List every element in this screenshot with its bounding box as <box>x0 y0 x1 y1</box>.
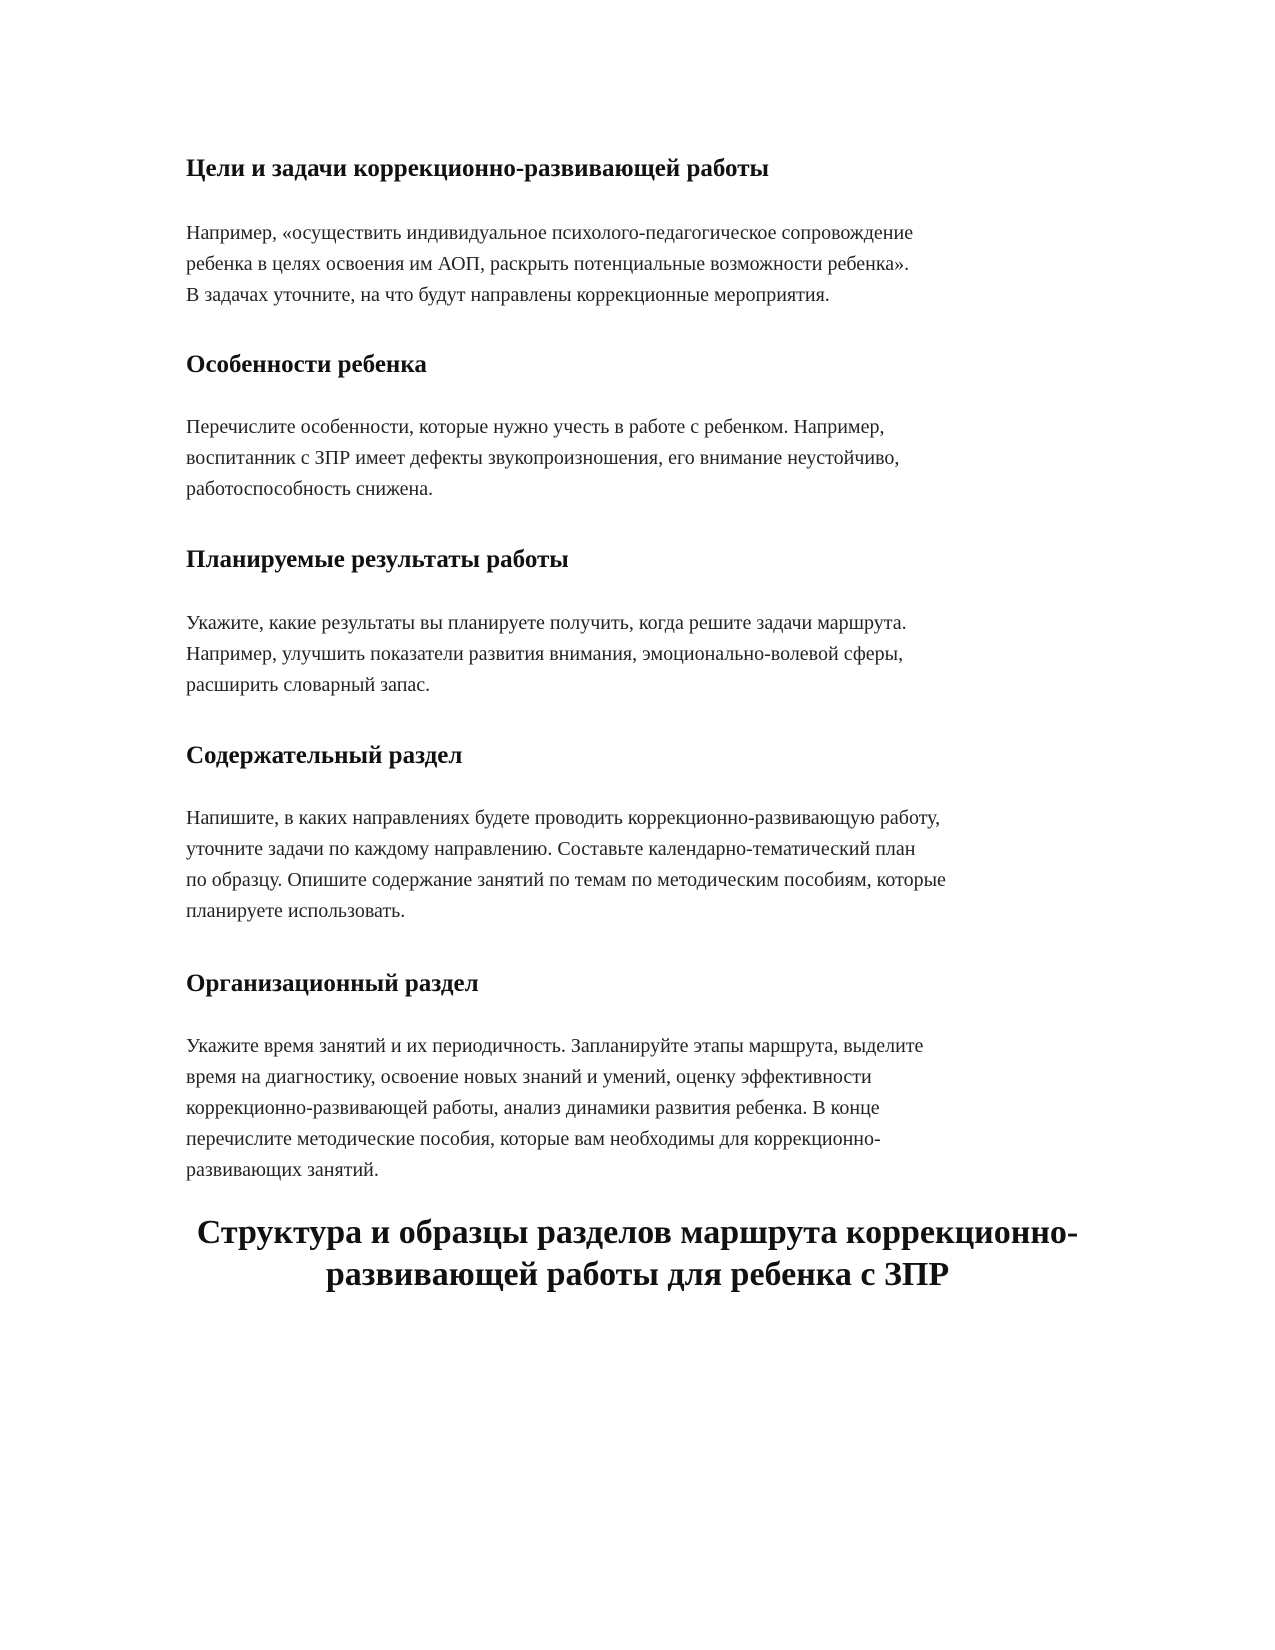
paragraph-line: Укажите время занятий и их периодичность. Запланируйте этапы маршрута, выделите <box>186 1035 924 1057</box>
section-heading: Цели и задачи коррекционно-развивающей работы <box>186 155 770 182</box>
section-child-features <box>186 350 1086 500</box>
paragraph-line: воспитанник с ЗПР имеет дефекты звукопроизношения, его внимание неустойчиво, <box>186 447 900 469</box>
paragraph-line: расширить словарный запас. <box>186 674 431 696</box>
paragraph-line: Перечислите особенности, которые нужно учесть в работе с ребенком. Например, <box>186 416 885 438</box>
section-paragraph <box>186 803 946 927</box>
section-heading: Особенности ребенка <box>186 351 427 378</box>
section-heading: Планируемые результаты работы <box>186 546 569 573</box>
main-heading-line: развивающей работы для ребенка с ЗПР <box>325 1256 950 1293</box>
section-paragraph <box>186 218 913 311</box>
paragraph-line: по образцу. Опишите содержание занятий по темам по методическим пособиям, которые <box>186 869 946 891</box>
section-paragraph <box>186 1031 923 1186</box>
section-paragraph <box>186 608 907 701</box>
paragraph-line: развивающих занятий. <box>186 1159 379 1181</box>
section-goals <box>186 154 1086 306</box>
section-planned-results <box>186 545 1086 696</box>
section-organizational <box>186 969 1086 1181</box>
section-paragraph <box>186 412 899 505</box>
paragraph-line: работоспособность снижена. <box>186 478 434 500</box>
paragraph-line: В задачах уточните, на что будут направлены коррекционные мероприятия. <box>186 284 830 306</box>
paragraph-line: Например, улучшить показатели развития внимания, эмоционально-волевой сферы, <box>186 643 904 665</box>
paragraph-line: Укажите, какие результаты вы планируете получить, когда решите задачи маршрута. <box>186 612 907 634</box>
section-content <box>186 741 1086 922</box>
paragraph-line: уточните задачи по каждому направлению. Составьте календарно-тематический план <box>186 838 916 860</box>
paragraph-line: Напишите, в каких направлениях будете проводить коррекционно-развивающую работу, <box>186 807 941 829</box>
paragraph-line: время на диагностику, освоение новых знаний и умений, оценку эффективности <box>186 1066 872 1088</box>
paragraph-line: коррекционно-развивающей работы, анализ динамики развития ребенка. В конце <box>186 1097 880 1119</box>
paragraph-line: планируете использовать. <box>186 900 406 922</box>
paragraph-line: Например, «осуществить индивидуальное психолого-педагогическое сопровождение <box>186 222 914 244</box>
section-heading: Организационный раздел <box>186 970 479 997</box>
main-heading <box>150 1212 1125 1296</box>
section-heading: Содержательный раздел <box>186 742 463 769</box>
main-heading-line: Структура и образцы разделов маршрута коррекционно- <box>196 1214 1079 1251</box>
paragraph-line: ребенка в целях освоения им АОП, раскрыть потенциальные возможности ребенка». <box>186 253 910 275</box>
paragraph-line: перечислите методические пособия, которые вам необходимы для коррекционно- <box>186 1128 881 1150</box>
